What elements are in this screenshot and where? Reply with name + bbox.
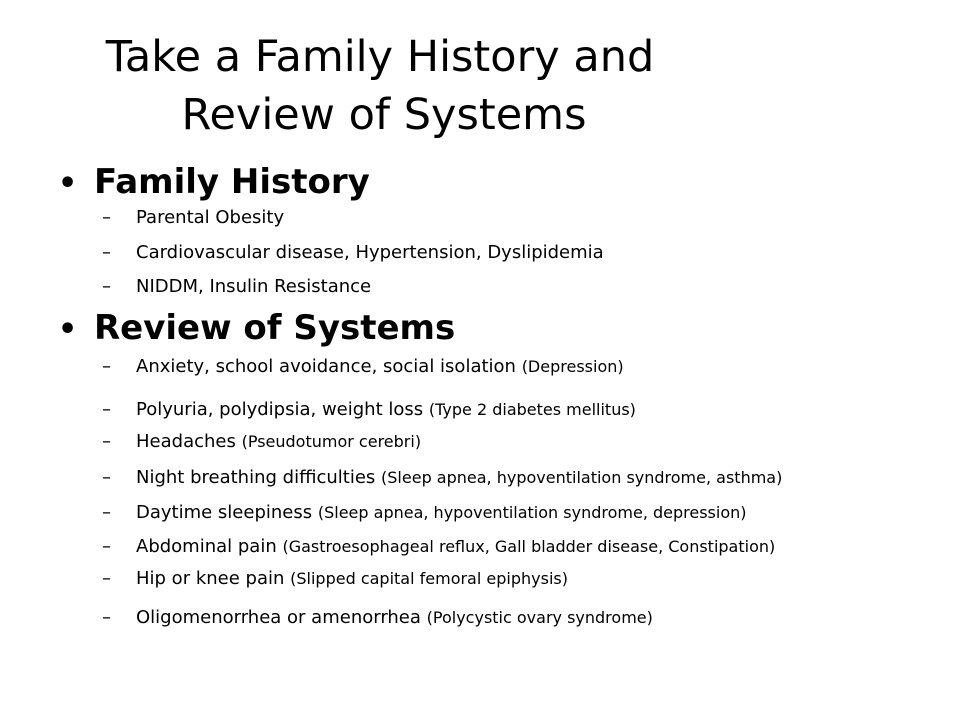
dash-icon: – — [102, 607, 111, 628]
list-item — [102, 241, 604, 265]
list-item — [102, 535, 775, 559]
dash-icon: – — [102, 536, 111, 557]
list-item-note: (Depression) — [521, 357, 624, 376]
family-history-heading — [58, 162, 370, 204]
list-item-text: Abdominal pain — [136, 536, 277, 557]
list-item-text: Polyuria, polydipsia, weight loss — [136, 399, 424, 420]
list-item-text: Night breathing difficulties — [136, 467, 376, 488]
list-item-text: Anxiety, school avoidance, social isolation — [136, 356, 516, 377]
bullet-icon: • — [58, 312, 78, 347]
review-of-systems-heading — [58, 308, 455, 350]
list-item-text: Oligomenorrhea or amenorrhea — [136, 607, 421, 628]
list-item-text: Headaches — [136, 431, 236, 452]
list-item — [102, 501, 747, 525]
list-item — [102, 430, 421, 454]
bullet-icon: • — [58, 166, 78, 201]
list-item — [102, 398, 636, 422]
list-item-note: (Pseudotumor cerebri) — [241, 432, 422, 451]
list-item — [102, 606, 653, 630]
list-item — [102, 275, 371, 299]
list-item-note: (Polycystic ovary syndrome) — [426, 608, 653, 627]
list-item-text: Hip or knee pain — [136, 568, 285, 589]
dash-icon: – — [102, 356, 111, 377]
list-item-note: (Sleep apnea, hypoventilation syndrome, asthma) — [381, 468, 783, 487]
list-item — [102, 567, 568, 591]
list-item-text: Cardiovascular disease, Hypertension, Dyslipidemia — [136, 242, 604, 263]
list-item — [102, 466, 782, 490]
title-line-2: Review of Systems — [181, 90, 587, 140]
list-item-note: (Slipped capital femoral epiphysis) — [290, 569, 568, 588]
list-item — [102, 355, 624, 379]
list-item-text: NIDDM, Insulin Resistance — [136, 276, 372, 297]
dash-icon: – — [102, 207, 111, 228]
dash-icon: – — [102, 502, 111, 523]
slide-title — [0, 28, 760, 144]
family-history-heading-text: Family History — [94, 162, 370, 202]
dash-icon: – — [102, 399, 111, 420]
list-item-text: Daytime sleepiness — [136, 502, 313, 523]
list-item-text: Parental Obesity — [136, 207, 285, 228]
list-item-note: (Gastroesophageal reflux, Gall bladder disease, Constipation) — [282, 537, 776, 556]
title-line-1: Take a Family History and — [105, 32, 655, 82]
dash-icon: – — [102, 276, 111, 297]
dash-icon: – — [102, 467, 111, 488]
list-item-note: (Sleep apnea, hypoventilation syndrome, depression) — [317, 503, 747, 522]
dash-icon: – — [102, 242, 111, 263]
list-item — [102, 206, 284, 230]
review-of-systems-heading-text: Review of Systems — [94, 308, 456, 348]
list-item-note: (Type 2 diabetes mellitus) — [428, 400, 636, 419]
dash-icon: – — [102, 431, 111, 452]
dash-icon: – — [102, 568, 111, 589]
